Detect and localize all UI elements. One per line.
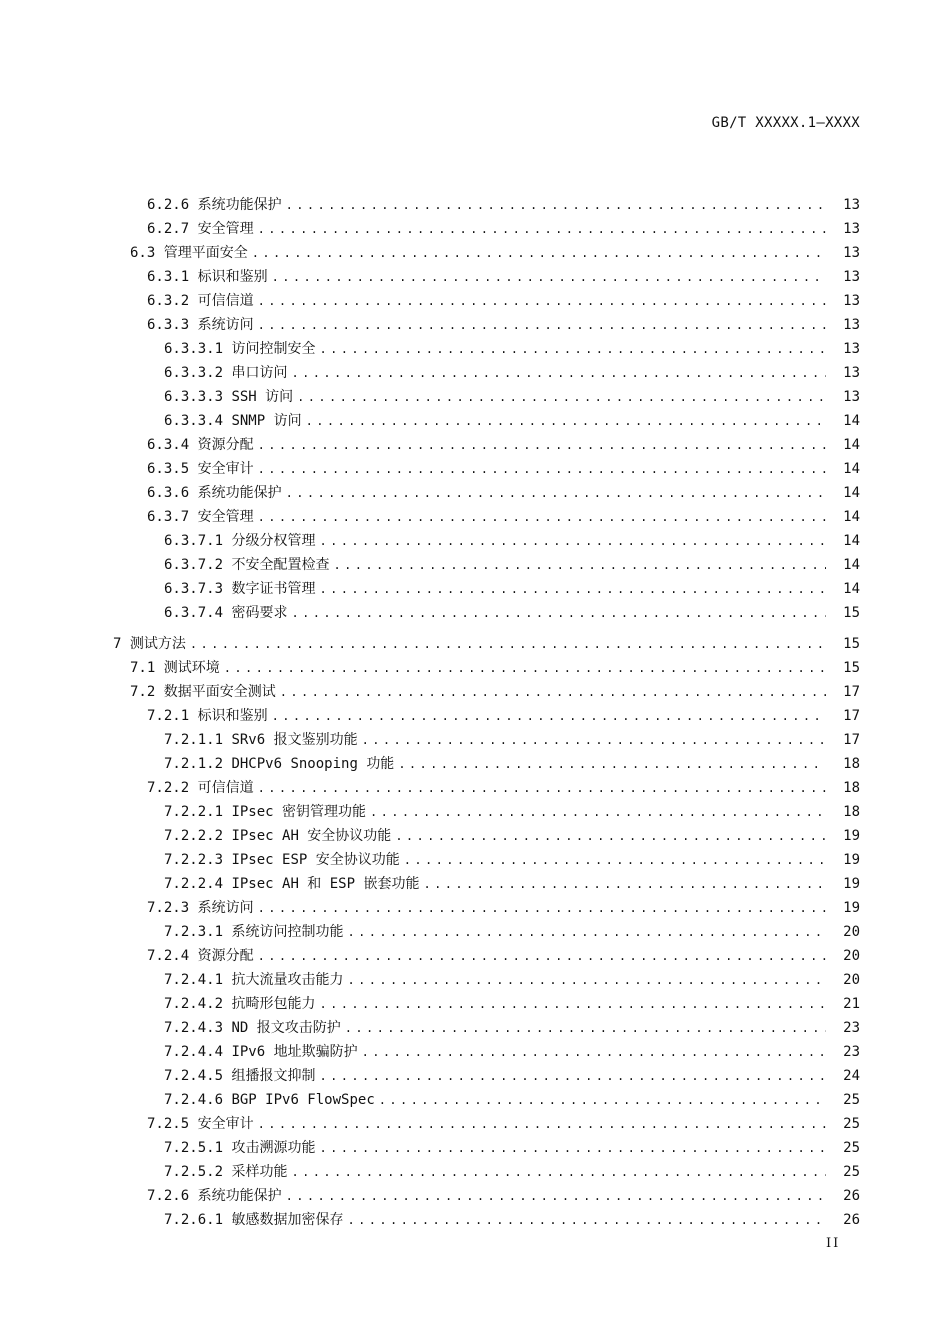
dot-leader: [404, 848, 826, 872]
toc-entry-number: 7.2.4: [147, 948, 190, 964]
toc-entry-number: 6.3.7.3: [164, 581, 224, 597]
toc-entry[interactable]: [164, 529, 860, 553]
toc-entry-title: [147, 704, 268, 728]
toc-entry[interactable]: [147, 457, 860, 481]
dot-leader: [319, 992, 826, 1016]
toc-entry-label: IPsec 密钥管理功能: [231, 804, 367, 820]
toc-entry-number: 6.3.7.4: [164, 605, 224, 621]
toc-entry-label: 管理平面安全: [163, 245, 248, 261]
toc-entry-number: 7.2.1.2: [164, 756, 224, 772]
toc-entry-page: 25: [843, 1116, 860, 1132]
toc-entry-page: 23: [843, 1020, 860, 1036]
toc-entry-number: 7: [113, 636, 122, 652]
toc-entry-page: 13: [843, 317, 860, 333]
toc-entry-page: 25: [843, 1140, 860, 1156]
toc-entry-title: [147, 217, 254, 241]
toc-entry[interactable]: [164, 848, 860, 872]
dot-leader: [258, 505, 826, 529]
toc-entry[interactable]: [164, 385, 860, 409]
toc-entry[interactable]: [164, 728, 860, 752]
toc-entry[interactable]: [130, 241, 860, 265]
toc-entry-title: [164, 361, 287, 385]
toc-entry-title: [147, 944, 254, 968]
toc-entry-label: 不安全配置检查: [231, 557, 330, 573]
dot-leader: [224, 656, 826, 680]
toc-entry-title: [164, 385, 293, 409]
toc-entry-title: [164, 1088, 375, 1112]
toc-entry-label: 可信信道: [197, 293, 254, 309]
toc-entry-number: 7.2.1: [147, 708, 190, 724]
toc-entry[interactable]: [147, 1184, 860, 1208]
toc-entry-label: 抗大流量攻击能力: [231, 972, 344, 988]
dot-leader: [347, 1208, 826, 1232]
toc-entry-number: 7.2.5.1: [164, 1140, 224, 1156]
toc-entry[interactable]: [147, 944, 860, 968]
toc-entry-page: 13: [843, 389, 860, 405]
toc-entry-label: 数据平面安全测试: [163, 684, 276, 700]
toc-entry-page: 26: [843, 1188, 860, 1204]
toc-entry-number: 7.2.2.1: [164, 804, 224, 820]
toc-entry-page: 15: [843, 636, 860, 652]
toc-entry-title: [147, 457, 254, 481]
toc-entry[interactable]: [147, 1112, 860, 1136]
toc-entry-label: 系统访问: [197, 900, 254, 916]
toc-entry-page: 19: [843, 876, 860, 892]
toc-entry[interactable]: [164, 1088, 860, 1112]
toc-entry-page: 13: [843, 221, 860, 237]
toc-entry-page: 13: [843, 341, 860, 357]
toc-entry[interactable]: [164, 992, 860, 1016]
toc-entry-title: [147, 433, 254, 457]
toc-entry-label: 访问控制安全: [231, 341, 316, 357]
toc-entry-label: 串口访问: [231, 365, 288, 381]
toc-entry-page: 13: [843, 245, 860, 261]
dot-leader: [370, 800, 826, 824]
toc-entry[interactable]: [147, 433, 860, 457]
toc-entry-page: 17: [843, 684, 860, 700]
toc-entry-title: [164, 529, 315, 553]
toc-entry[interactable]: [164, 1016, 860, 1040]
toc-entry[interactable]: [147, 896, 860, 920]
dot-leader: [258, 457, 826, 481]
dot-leader: [252, 241, 826, 265]
dot-leader: [297, 385, 826, 409]
dot-leader: [362, 728, 826, 752]
toc-entry-label: 安全管理: [197, 509, 254, 525]
toc-entry-label: IPv6 地址欺骗防护: [231, 1044, 358, 1060]
toc-entry-title: [164, 1136, 315, 1160]
toc-entry-label: DHCPv6 Snooping 功能: [231, 756, 395, 772]
toc-entry-page: 25: [843, 1092, 860, 1108]
toc-entry-number: 6.2.6: [147, 197, 190, 213]
toc-entry-page: 13: [843, 269, 860, 285]
toc-entry-page: 18: [843, 756, 860, 772]
toc-entry-number: 7.2.4.2: [164, 996, 224, 1012]
toc-entry-page: 14: [843, 437, 860, 453]
toc-entry-number: 6.3.3.4: [164, 413, 224, 429]
toc-entry-title: [164, 752, 394, 776]
toc-entry-number: 7.2.4.1: [164, 972, 224, 988]
toc-entry-page: 25: [843, 1164, 860, 1180]
dot-leader: [258, 896, 826, 920]
toc-entry-label: 安全审计: [197, 1116, 254, 1132]
toc-entry-title: [164, 1016, 341, 1040]
toc-entry-label: 敏感数据加密保存: [231, 1212, 344, 1228]
toc-entry-label: 测试环境: [163, 660, 220, 676]
toc-entry-page: 19: [843, 852, 860, 868]
toc-entry[interactable]: [147, 193, 860, 217]
toc-entry[interactable]: [147, 481, 860, 505]
toc-entry-label: 标识和鉴别: [197, 708, 268, 724]
toc-entry-label: 系统功能保护: [197, 1188, 282, 1204]
toc-entry-page: 15: [843, 605, 860, 621]
dot-leader: [258, 1112, 826, 1136]
toc-entry-number: 7.2.6: [147, 1188, 190, 1204]
toc-entry-label: 系统访问: [197, 317, 254, 333]
toc-entry[interactable]: [164, 577, 860, 601]
toc-entry-label: SNMP 访问: [231, 413, 302, 429]
toc-entry-number: 6.3.1: [147, 269, 190, 285]
dot-leader: [190, 632, 826, 656]
toc-entry-page: 17: [843, 708, 860, 724]
dot-leader: [280, 680, 826, 704]
dot-leader: [347, 920, 826, 944]
toc-entry-title: [164, 577, 315, 601]
toc-entry[interactable]: [164, 409, 860, 433]
toc-entry-number: 7.2.4.4: [164, 1044, 224, 1060]
toc-entry-label: 数字证书管理: [231, 581, 316, 597]
toc-entry-number: 6.3.3.2: [164, 365, 224, 381]
dot-leader: [395, 824, 826, 848]
toc-entry-title: [147, 896, 254, 920]
toc-entry-number: 6.3.3: [147, 317, 190, 333]
dot-leader: [291, 1160, 826, 1184]
toc-entry-page: 19: [843, 900, 860, 916]
toc-entry-page: 24: [843, 1068, 860, 1084]
toc-entry-number: 6.3: [130, 245, 156, 261]
toc-entry-page: 17: [843, 732, 860, 748]
toc-entry-page: 14: [843, 485, 860, 501]
dot-leader: [291, 361, 826, 385]
toc-entry-title: [130, 241, 248, 265]
toc-entry-title: [147, 313, 254, 337]
dot-leader: [319, 577, 826, 601]
toc-entry-number: 7.2.3.1: [164, 924, 224, 940]
toc-entry-number: 7.2.4.3: [164, 1020, 224, 1036]
toc-entry-title: [147, 289, 254, 313]
toc-entry-label: 密码要求: [231, 605, 288, 621]
toc-entry-label: 安全管理: [197, 221, 254, 237]
toc-entry-page: 13: [843, 365, 860, 381]
toc-entry-number: 7.2.2.2: [164, 828, 224, 844]
toc-entry[interactable]: [164, 1136, 860, 1160]
toc-entry-number: 7.2: [130, 684, 156, 700]
toc-entry-number: 6.3.2: [147, 293, 190, 309]
toc-entry-page: 14: [843, 461, 860, 477]
toc-entry[interactable]: [147, 776, 860, 800]
dot-leader: [379, 1088, 826, 1112]
toc-entry-page: 14: [843, 557, 860, 573]
toc-entry-label: IPsec ESP 安全协议功能: [231, 852, 400, 868]
dot-leader: [345, 1016, 826, 1040]
toc-entry[interactable]: [147, 265, 860, 289]
toc-entry[interactable]: [164, 1064, 860, 1088]
dot-leader: [258, 433, 826, 457]
toc-entry[interactable]: [164, 553, 860, 577]
toc-entry-number: 6.3.7.2: [164, 557, 224, 573]
toc-entry-title: [130, 656, 220, 680]
dot-leader: [272, 704, 826, 728]
toc-entry-page: 14: [843, 581, 860, 597]
toc-entry-page: 14: [843, 533, 860, 549]
toc-entry-page: 20: [843, 948, 860, 964]
toc-entry-label: 标识和鉴别: [197, 269, 268, 285]
toc-entry-label: BGP IPv6 FlowSpec: [231, 1092, 375, 1108]
toc-entry-label: 攻击溯源功能: [231, 1140, 316, 1156]
toc-entry-number: 7.2.3: [147, 900, 190, 916]
toc-entry-number: 6.3.3.1: [164, 341, 224, 357]
toc-entry-number: 7.2.1.1: [164, 732, 224, 748]
toc-entry-page: 20: [843, 924, 860, 940]
document-code-header: GB/T XXXXX.1—XXXX: [711, 115, 860, 131]
toc-entry-label: 采样功能: [231, 1164, 288, 1180]
toc-entry-number: 6.3.4: [147, 437, 190, 453]
toc-entry-label: SSH 访问: [231, 389, 294, 405]
dot-leader: [306, 409, 826, 433]
toc-entry-number: 7.2.2.3: [164, 852, 224, 868]
toc-entry-number: 7.2.4.5: [164, 1068, 224, 1084]
toc-entry-title: [113, 632, 186, 656]
toc-entry-label: SRv6 报文鉴别功能: [231, 732, 358, 748]
dot-leader: [319, 1136, 826, 1160]
toc-entry-number: 6.3.6: [147, 485, 190, 501]
toc-entry-label: 系统功能保护: [197, 485, 282, 501]
toc-entry[interactable]: [113, 632, 860, 656]
toc-entry-title: [164, 992, 315, 1016]
toc-entry-title: [147, 505, 254, 529]
dot-leader: [272, 265, 826, 289]
toc-entry[interactable]: [164, 1160, 860, 1184]
toc-entry-page: 26: [843, 1212, 860, 1228]
toc-entry-title: [164, 728, 358, 752]
page-number: II: [826, 1236, 841, 1251]
toc-entry[interactable]: [164, 968, 860, 992]
toc-entry-page: 21: [843, 996, 860, 1012]
toc-entry-title: [164, 553, 329, 577]
toc-entry-page: 13: [843, 293, 860, 309]
toc-entry[interactable]: [147, 313, 860, 337]
toc-entry[interactable]: [164, 752, 860, 776]
toc-entry-title: [147, 1184, 282, 1208]
dot-leader: [347, 968, 826, 992]
toc-entry-label: 资源分配: [197, 437, 254, 453]
toc-entry-label: IPsec AH 和 ESP 嵌套功能: [231, 876, 420, 892]
toc-entry[interactable]: [164, 337, 860, 361]
toc-entry-number: 6.2.7: [147, 221, 190, 237]
dot-leader: [319, 529, 826, 553]
toc-entry-title: [164, 848, 400, 872]
toc-entry-title: [130, 680, 276, 704]
dot-leader: [333, 553, 826, 577]
toc-entry-number: 7.2.6.1: [164, 1212, 224, 1228]
toc-entry-title: [164, 337, 315, 361]
dot-leader: [319, 337, 826, 361]
toc-entry[interactable]: [164, 920, 860, 944]
toc-entry-title: [147, 776, 254, 800]
toc-entry[interactable]: [147, 505, 860, 529]
toc-entry-page: 15: [843, 660, 860, 676]
dot-leader: [398, 752, 826, 776]
toc-entry-number: 6.3.3.3: [164, 389, 224, 405]
toc-entry[interactable]: [164, 361, 860, 385]
toc-entry[interactable]: [130, 656, 860, 680]
toc-entry-title: [164, 872, 419, 896]
dot-leader: [362, 1040, 826, 1064]
toc-entry-label: 抗畸形包能力: [231, 996, 316, 1012]
toc-entry-page: 13: [843, 197, 860, 213]
toc-entry-label: 分级分权管理: [231, 533, 316, 549]
toc-entry-title: [164, 800, 366, 824]
toc-entry-page: 18: [843, 804, 860, 820]
toc-entry-title: [147, 1112, 254, 1136]
toc-entry-label: IPsec AH 安全协议功能: [231, 828, 392, 844]
toc-entry-number: 7.2.4.6: [164, 1092, 224, 1108]
dot-leader: [258, 289, 826, 313]
toc-entry-title: [164, 601, 287, 625]
dot-leader: [286, 1184, 826, 1208]
dot-leader: [286, 481, 826, 505]
toc-entry[interactable]: [164, 1208, 860, 1232]
dot-leader: [258, 217, 826, 241]
toc-entry-number: 7.2.2: [147, 780, 190, 796]
toc-entry[interactable]: [147, 289, 860, 313]
dot-leader: [319, 1064, 826, 1088]
toc-entry[interactable]: [147, 704, 860, 728]
toc-entry-label: 测试方法: [129, 636, 186, 652]
toc-entry-page: 23: [843, 1044, 860, 1060]
toc-entry-page: 19: [843, 828, 860, 844]
toc-entry-title: [164, 1160, 287, 1184]
toc-entry[interactable]: [164, 601, 860, 625]
toc-entry[interactable]: [164, 800, 860, 824]
toc-entry-page: 14: [843, 413, 860, 429]
toc-entry-title: [147, 193, 282, 217]
toc-entry[interactable]: [164, 1040, 860, 1064]
toc-entry-title: [164, 409, 302, 433]
dot-leader: [286, 193, 826, 217]
toc-entry[interactable]: [130, 680, 860, 704]
toc-entry-number: 7.2.5: [147, 1116, 190, 1132]
toc-entry[interactable]: [164, 824, 860, 848]
toc-entry-number: 6.3.5: [147, 461, 190, 477]
toc-entry-page: 18: [843, 780, 860, 796]
dot-leader: [258, 776, 826, 800]
toc-entry-number: 7.2.5.2: [164, 1164, 224, 1180]
toc-entry-number: 7.1: [130, 660, 156, 676]
toc-entry-title: [164, 1208, 343, 1232]
toc-entry-label: ND 报文攻击防护: [231, 1020, 341, 1036]
toc-entry-title: [147, 481, 282, 505]
dot-leader: [258, 944, 826, 968]
toc-entry-title: [164, 920, 343, 944]
dot-leader: [258, 313, 826, 337]
dot-leader: [291, 601, 826, 625]
toc-entry-label: 系统功能保护: [197, 197, 282, 213]
toc-entry-number: 7.2.2.4: [164, 876, 224, 892]
toc-entry-title: [164, 824, 391, 848]
toc-entry[interactable]: [164, 872, 860, 896]
toc-entry-number: 6.3.7: [147, 509, 190, 525]
toc-entry-label: 组播报文抑制: [231, 1068, 316, 1084]
toc-entry-title: [147, 265, 268, 289]
toc-entry-label: 资源分配: [197, 948, 254, 964]
toc-entry-page: 14: [843, 509, 860, 525]
toc-entry-number: 6.3.7.1: [164, 533, 224, 549]
toc-entry-label: 系统访问控制功能: [231, 924, 344, 940]
toc-entry-title: [164, 1064, 315, 1088]
toc-entry-page: 20: [843, 972, 860, 988]
dot-leader: [423, 872, 826, 896]
toc-entry-title: [164, 968, 343, 992]
toc-entry-label: 安全审计: [197, 461, 254, 477]
toc-entry-title: [164, 1040, 358, 1064]
toc-entry[interactable]: [147, 217, 860, 241]
toc-entry-label: 可信信道: [197, 780, 254, 796]
